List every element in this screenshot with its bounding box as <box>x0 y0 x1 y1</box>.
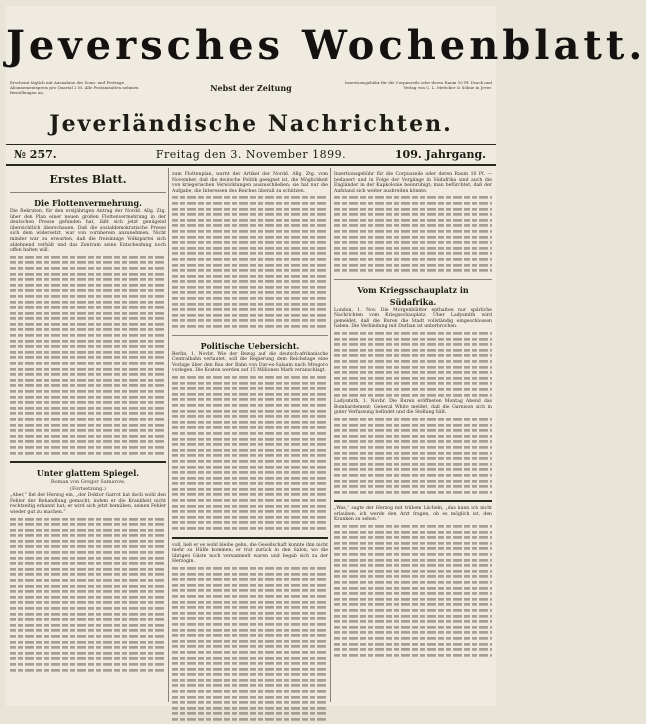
text-line <box>172 202 328 205</box>
text-line <box>10 256 166 259</box>
text-line <box>334 452 492 455</box>
text-line <box>334 587 492 590</box>
text-line <box>172 510 328 513</box>
text-line <box>10 601 166 604</box>
text-line <box>172 258 328 261</box>
text-line <box>172 712 328 715</box>
nebst-label: Nebst der Zeitung <box>210 83 292 93</box>
text-line <box>334 553 492 556</box>
text-line <box>334 592 492 595</box>
text-line <box>10 340 166 343</box>
text-line <box>172 505 328 508</box>
text-line <box>172 477 328 480</box>
text-line <box>334 219 492 222</box>
article-body-lines <box>10 256 166 457</box>
text-line <box>334 474 492 477</box>
article-paragraph: Die Rekruten, für den erstjährigen Antrag der Nordd. Allg. Ztg. über den Plan einer neuen großen Flottenvermehrung in der deutschen Presse gefunden hat, läßt sich jetzt genügend übersichtlich überschauen. Daß die sozialdemokratische Presse sich dem widersetzt, war von vornherein anzunehmen. Nicht minder war zu erwarten, daß die freisinnige Volkspartei sich ablehnend verhält und das Zentrum seine Entscheidung noch offen halten will. <box>10 209 166 254</box>
text-line <box>10 412 166 415</box>
text-line <box>10 452 166 455</box>
text-line <box>172 196 328 199</box>
text-line <box>10 573 166 576</box>
issue-date: Freitag den 3. November 1899. <box>155 148 347 161</box>
divider <box>10 192 166 193</box>
text-line <box>172 701 328 704</box>
text-line <box>334 547 492 550</box>
text-line <box>172 297 328 300</box>
text-line <box>172 247 328 250</box>
text-line <box>334 354 492 357</box>
text-line <box>172 208 328 211</box>
text-line <box>334 536 492 539</box>
feuilleton-title: Unter glattem Spiegel. <box>36 468 140 479</box>
text-line <box>10 418 166 421</box>
text-line <box>10 373 166 376</box>
text-line <box>172 645 328 648</box>
text-line <box>172 601 328 604</box>
text-line <box>172 516 328 519</box>
text-line <box>172 488 328 491</box>
text-line <box>172 573 328 576</box>
text-line <box>334 230 492 233</box>
text-line <box>10 273 166 276</box>
text-line <box>10 663 166 666</box>
text-line <box>172 499 328 502</box>
feuilleton-paragraph: voll, ließ er es wohl bleibe gehn, die Gesellschaft konnte ihm nicht mehr zu Hülfe kommen; er trat zurück in den Salon, wo die übrigen Gäste noch versammelt waren und begab sich zu der Herzogin. <box>172 542 328 565</box>
text-line <box>334 213 492 216</box>
text-line <box>334 371 492 374</box>
text-line <box>334 491 492 494</box>
text-line <box>172 449 328 452</box>
divider <box>172 335 328 336</box>
text-line <box>172 690 328 693</box>
text-line <box>10 306 166 309</box>
article-title: Politische Uebersicht. <box>200 340 300 351</box>
text-line <box>10 557 166 560</box>
feuilleton-rule <box>334 500 492 502</box>
text-line <box>334 382 492 385</box>
text-line <box>334 208 492 211</box>
text-line <box>172 398 328 401</box>
text-line <box>172 640 328 643</box>
text-line <box>10 568 166 571</box>
text-line <box>172 325 328 328</box>
text-line <box>172 393 328 396</box>
text-line <box>334 603 492 606</box>
text-line <box>334 637 492 640</box>
text-line <box>172 308 328 311</box>
column-1 <box>10 172 166 702</box>
text-line <box>10 585 166 588</box>
text-line <box>334 485 492 488</box>
text-line <box>334 654 492 657</box>
dateline <box>6 146 496 164</box>
text-line <box>334 418 492 421</box>
section-heading: Erstes Blatt. <box>49 173 127 186</box>
text-line <box>334 429 492 432</box>
text-line <box>10 635 166 638</box>
column-separator <box>330 168 331 702</box>
masthead <box>6 10 646 82</box>
text-line <box>10 446 166 449</box>
text-line <box>172 651 328 654</box>
text-line <box>334 598 492 601</box>
text-line <box>10 407 166 410</box>
text-line <box>10 379 166 382</box>
newspaper-title: Jeversches Wochenblatt. <box>6 22 646 69</box>
text-line <box>10 289 166 292</box>
text-line <box>10 429 166 432</box>
text-line <box>10 278 166 281</box>
text-line <box>172 584 328 587</box>
text-line <box>172 578 328 581</box>
text-line <box>172 493 328 496</box>
feuilleton-continuation: (Fortsetzung.) <box>70 486 106 493</box>
text-line <box>334 247 492 250</box>
text-line <box>172 606 328 609</box>
text-line <box>10 562 166 565</box>
text-line <box>172 410 328 413</box>
text-line <box>172 471 328 474</box>
text-line <box>172 269 328 272</box>
text-line <box>10 317 166 320</box>
text-line <box>334 620 492 623</box>
text-line <box>334 581 492 584</box>
text-line <box>10 368 166 371</box>
text-line <box>334 388 492 391</box>
top-rule <box>6 144 496 145</box>
text-line <box>10 590 166 593</box>
text-line <box>334 615 492 618</box>
text-line <box>172 426 328 429</box>
newspaper-subtitle: Jeverländische Nachrichten. <box>49 111 453 137</box>
article-paragraph: Ladysmith, 1. Novbr. Die Buren eröffneten Montag Abend das Bombardement; General White meldet, daß die Garnison sich in guter Verfassung befindet und die Stellung hält. <box>334 399 492 416</box>
text-line <box>10 267 166 270</box>
text-line <box>10 334 166 337</box>
text-line <box>334 457 492 460</box>
text-line <box>172 634 328 637</box>
text-line <box>334 236 492 239</box>
masthead-info-row <box>6 80 496 104</box>
text-line <box>172 612 328 615</box>
text-line <box>172 415 328 418</box>
text-line <box>172 291 328 294</box>
article-body-lines <box>334 196 492 274</box>
text-line <box>172 657 328 660</box>
text-line <box>10 618 166 621</box>
text-line <box>334 446 492 449</box>
text-line <box>10 540 166 543</box>
text-line <box>172 679 328 682</box>
text-line <box>172 684 328 687</box>
text-line <box>172 438 328 441</box>
text-line <box>172 303 328 306</box>
feuilleton-byline: Roman von Gregor Samarow. <box>50 479 126 486</box>
text-line <box>10 328 166 331</box>
feuilleton-body-lines <box>10 518 166 675</box>
text-line <box>10 646 166 649</box>
column-separator <box>168 168 169 702</box>
text-line <box>334 258 492 261</box>
text-line <box>172 707 328 710</box>
text-line <box>334 648 492 651</box>
text-line <box>10 641 166 644</box>
text-line <box>334 424 492 427</box>
text-line <box>10 529 166 532</box>
subscription-notice: Erscheint täglich mit Ausnahme der Sonn- und Festtage. Abonnementspreis pro Quartal 2 M. Alle Postanstalten nehmen Bestellungen an. <box>10 80 139 95</box>
article-paragraph: zum Flottenplan, warnt der Artikel der Nordd. Allg. Ztg. vom November, daß die deutsche Politik geeignet ist, die Möglichkeit von kriegerischen Verwicklungen auszuschließen; sie hat nur die Aufgabe, die Interessen des Reiches überall zu schützen. <box>172 172 328 194</box>
article-paragraph: London, 1. Nov. Die Morgenblätter enthalten nur spärliche Nachrichten vom Kriegsschauplatz. Über Ladysmith wird gemeldet, daß die Buren die Stadt vollständig eingeschlossen haben. Die Verbindung mit Durban ist unterbrochen. <box>334 307 492 330</box>
text-line <box>10 312 166 315</box>
text-line <box>172 264 328 267</box>
text-line <box>172 623 328 626</box>
text-line <box>10 435 166 438</box>
text-line <box>334 264 492 267</box>
text-line <box>10 351 166 354</box>
dateline-rule <box>6 164 496 166</box>
text-line <box>172 387 328 390</box>
text-line <box>172 668 328 671</box>
article-body-lines <box>172 196 328 330</box>
text-line <box>10 440 166 443</box>
text-line <box>172 275 328 278</box>
feuilleton-body-lines <box>172 567 328 724</box>
text-line <box>172 236 328 239</box>
text-line <box>172 224 328 227</box>
text-line <box>172 382 328 385</box>
text-line <box>10 551 166 554</box>
text-line <box>10 607 166 610</box>
text-line <box>172 629 328 632</box>
text-line <box>334 463 492 466</box>
insertion-notice: Insertionsgebühr für die Corpuszeile oder deren Raum 10 Pf. Druck und Verlag von C. L. Mettcker & Söhne in Jever. <box>344 80 492 90</box>
article-body-lines <box>172 376 328 533</box>
newspaper-page <box>6 6 646 706</box>
text-line <box>334 564 492 567</box>
article-title: Die Flottenvermehrung. <box>34 198 142 208</box>
text-line <box>10 323 166 326</box>
text-line <box>334 360 492 363</box>
text-line <box>172 454 328 457</box>
text-line <box>172 521 328 524</box>
feuilleton-rule <box>172 537 328 539</box>
text-line <box>172 718 328 721</box>
text-line <box>334 349 492 352</box>
text-line <box>172 443 328 446</box>
text-line <box>172 280 328 283</box>
text-line <box>172 617 328 620</box>
text-line <box>334 241 492 244</box>
text-line <box>10 261 166 264</box>
text-line <box>172 460 328 463</box>
text-line <box>10 362 166 365</box>
text-line <box>172 421 328 424</box>
text-line <box>172 673 328 676</box>
text-line <box>10 596 166 599</box>
text-line <box>334 366 492 369</box>
article-title: Vom Kriegsschauplatz in Südafrika. <box>357 284 469 307</box>
feuilleton-paragraph: „Aber,“ fiel der Herzog ein, „der Doktor Garrot hat doch wohl den Fehler der Behandlung gemacht, indem er die Krankheit nicht rechtzeitig erkannt hat; er wird sich jetzt bemühen, seinen Fehler wieder gut zu machen.“ <box>10 493 166 515</box>
text-line <box>334 570 492 573</box>
text-line <box>172 219 328 222</box>
text-line <box>10 657 166 660</box>
text-line <box>334 224 492 227</box>
text-line <box>334 643 492 646</box>
text-line <box>334 575 492 578</box>
text-line <box>172 527 328 530</box>
article-paragraph: Berlin, 1. Novbr. Wie der Bezug auf die deutsch-afrikanische Centralbahn verlautet, soll die Regierung dem Reichstage eine Vorlage über den Bau der Bahn von Dar-es-Salaam nach Mrogoro vorlegen. Die Kosten werden auf 15 Millionen Mark veranschlagt. <box>172 351 328 374</box>
divider <box>334 279 492 280</box>
text-line <box>334 559 492 562</box>
text-line <box>334 468 492 471</box>
text-line <box>10 356 166 359</box>
text-line <box>334 332 492 335</box>
text-line <box>10 401 166 404</box>
text-line <box>172 662 328 665</box>
text-line <box>172 589 328 592</box>
text-line <box>172 314 328 317</box>
text-line <box>10 295 166 298</box>
text-line <box>10 523 166 526</box>
text-line <box>334 269 492 272</box>
feuilleton-body-lines <box>334 525 492 659</box>
text-line <box>334 609 492 612</box>
issue-number: № 257. <box>14 148 57 161</box>
text-line <box>10 652 166 655</box>
text-line <box>334 338 492 341</box>
text-line <box>172 567 328 570</box>
text-line <box>172 595 328 598</box>
column-3 <box>334 172 492 702</box>
text-line <box>334 377 492 380</box>
text-line <box>10 518 166 521</box>
text-line <box>10 396 166 399</box>
text-line <box>10 301 166 304</box>
text-line <box>334 440 492 443</box>
text-line <box>10 629 166 632</box>
text-line <box>334 252 492 255</box>
text-line <box>172 286 328 289</box>
text-line <box>334 480 492 483</box>
text-line <box>334 343 492 346</box>
text-line <box>10 624 166 627</box>
text-line <box>334 631 492 634</box>
article-paragraph: Insertionsgebühr für die Corpuszeile oder deren Raum 10 Pf. — bedauert und in Folge der Vorgänge in Südafrika sind auch die Engländer in der Kapkolonie beunruhigt; man befürchtet, daß der Aufstand sich weiter ausbreiten könnte. <box>334 172 492 194</box>
text-line <box>10 424 166 427</box>
text-line <box>172 241 328 244</box>
article-body-lines <box>334 418 492 496</box>
text-line <box>10 534 166 537</box>
feuilleton-rule <box>10 461 166 463</box>
text-line <box>172 404 328 407</box>
article-body-lines <box>334 332 492 399</box>
text-line <box>334 626 492 629</box>
column-2 <box>172 172 328 702</box>
text-line <box>10 390 166 393</box>
text-line <box>172 213 328 216</box>
text-line <box>334 202 492 205</box>
text-line <box>172 252 328 255</box>
text-line <box>10 613 166 616</box>
text-line <box>172 230 328 233</box>
text-line <box>172 466 328 469</box>
text-line <box>10 284 166 287</box>
text-line <box>10 345 166 348</box>
volume-year: 109. Jahrgang. <box>394 148 486 161</box>
text-line <box>334 525 492 528</box>
text-line <box>172 482 328 485</box>
text-line <box>334 542 492 545</box>
text-line <box>172 376 328 379</box>
text-line <box>334 531 492 534</box>
text-line <box>172 696 328 699</box>
text-line <box>10 545 166 548</box>
text-line <box>334 394 492 397</box>
text-line <box>10 669 166 672</box>
text-line <box>334 435 492 438</box>
text-line <box>172 432 328 435</box>
text-line <box>172 319 328 322</box>
text-line <box>334 196 492 199</box>
text-line <box>10 384 166 387</box>
text-line <box>10 579 166 582</box>
feuilleton-paragraph: „Was,“ sagte der Herzog mit trübem Lächeln, „das kann ich nicht erlauben, ich werde den Arzt fragen, ob es möglich ist, den Kranken zu sehen.“ <box>334 506 492 523</box>
